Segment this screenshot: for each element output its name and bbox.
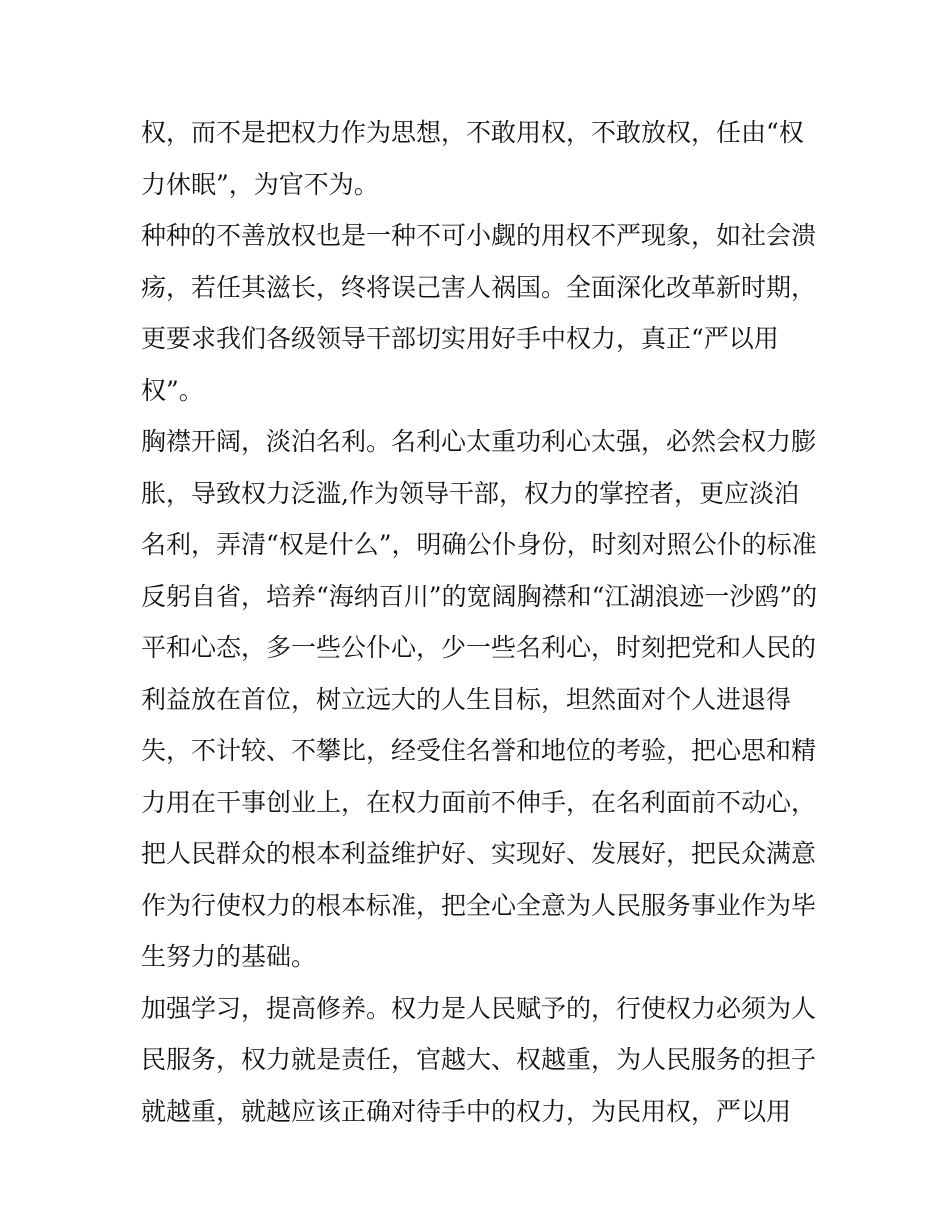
text-line: 胀，导致权力泛滥,作为领导干部，权力的掌控者，更应淡泊 [141,478,799,508]
text-line: 生努力的基础。 [141,942,317,971]
text-line: 疡，若任其滋长，终将误己害人祸国。全面深化改革新时期， [141,272,817,302]
text-line: 民服务，权力就是责任，官越大、权越重，为人民服务的担子 [141,1045,817,1074]
text-line: 权”。 [141,375,204,405]
text-line: 加强学习，提高修养。权力是人民赋予的，行使权力必须为人 [141,993,817,1023]
text-line: 利益放在首位，树立远大的人生目标，坦然面对个人进退得 [141,684,792,714]
text-line: 作为行使权力的根本标准，把全心全意为人民服务事业作为毕 [141,890,817,920]
text-line: 把人民群众的根本利益维护好、实现好、发展好，把民众满意 [141,839,817,868]
text-line: 权，而不是把权力作为思想，不敢用权，不敢放权，任由“权 [141,118,804,147]
text-line: 胸襟开阔，淡泊名利。名利心太重功利心太强，必然会权力膨 [141,427,817,456]
text-line: 种种的不善放权也是一种不可小觑的用权不严现象，如社会溃 [141,221,817,250]
text-line: 力用在干事创业上，在权力面前不伸手，在名利面前不动心， [141,787,817,817]
text-line: 就越重，就越应该正确对待手中的权力，为民用权，严以用 [141,1096,792,1126]
text-line: 反躬自省，培养“海纳百川”的宽阔胸襟和“江湖浪迹一沙鸥”的 [141,581,818,611]
text-line: 名利，弄清“权是什么”，明确公仆身份，时刻对照公仆的标准 [141,530,817,559]
text-line: 平和心态，多一些公仆心，少一些名利心，时刻把党和人民的 [141,633,817,662]
document-body [141,107,831,1137]
text-line: 更要求我们各级领导干部切实用好手中权力，真正“严以用 [141,324,779,353]
text-line: 力休眠”，为官不为。 [141,169,379,199]
text-line: 失，不计较、不攀比，经受住名誉和地位的考验，把心思和精 [141,736,817,765]
